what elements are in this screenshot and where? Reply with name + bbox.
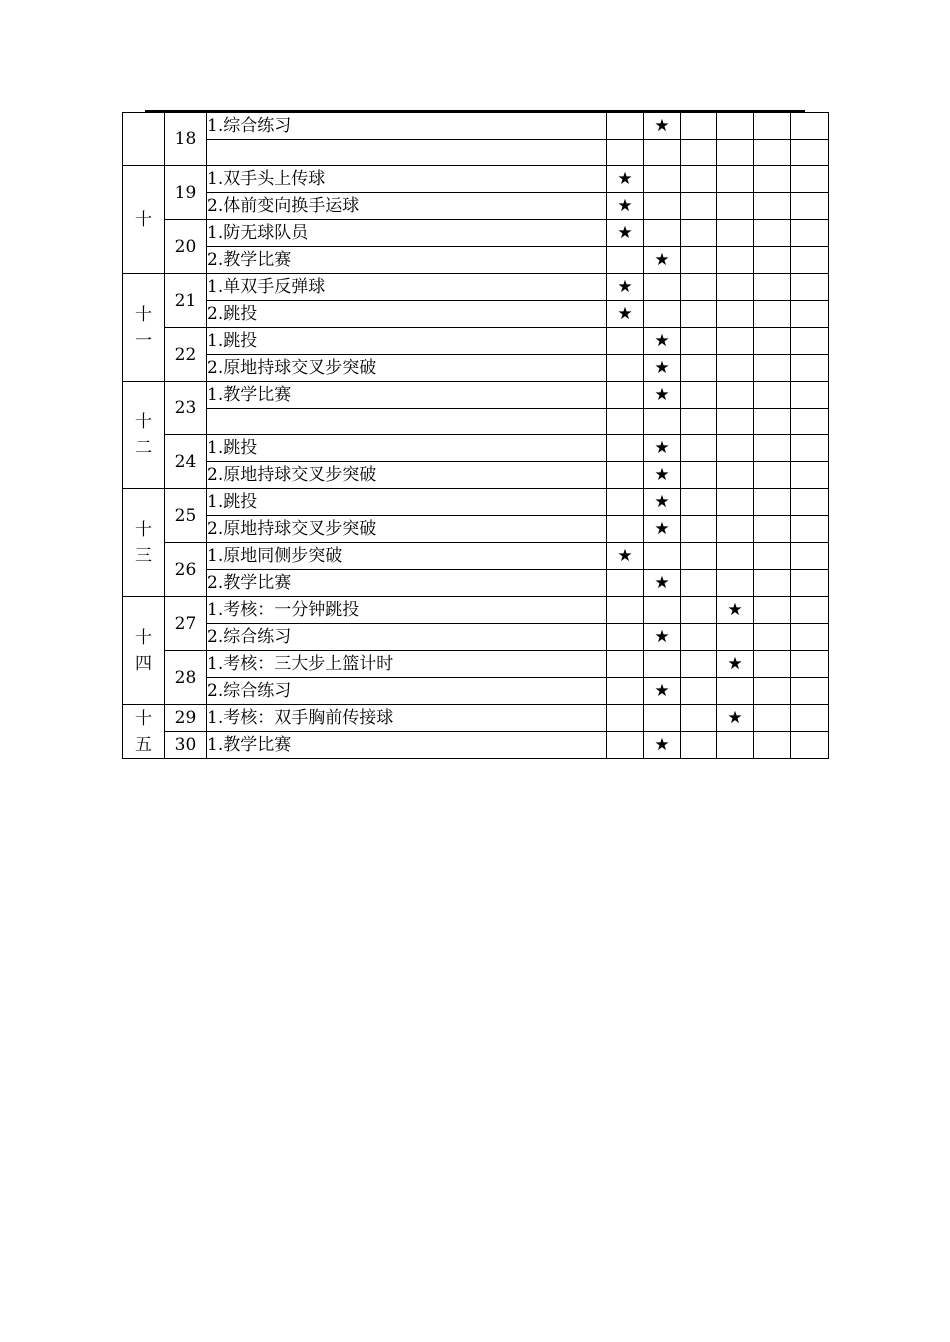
lesson-content: 2.原地持球交叉步突破 [207, 516, 607, 543]
week-cell [123, 166, 165, 274]
mark-cell [681, 301, 717, 328]
mark-cell [681, 489, 717, 516]
table-row [123, 355, 829, 382]
lesson-content: 2.原地持球交叉步突破 [207, 462, 607, 489]
mark-cell [754, 678, 791, 705]
mark-cell [717, 301, 754, 328]
table-row [123, 732, 829, 759]
mark-cell [791, 301, 829, 328]
table-row [123, 624, 829, 651]
mark-cell [644, 543, 681, 570]
table-body [123, 113, 829, 759]
table-row [123, 705, 829, 732]
mark-cell [681, 624, 717, 651]
table-row [123, 516, 829, 543]
star-mark-icon: ★ [644, 435, 681, 462]
table-row [123, 597, 829, 624]
mark-cell [644, 651, 681, 678]
lesson-content [207, 140, 607, 166]
mark-cell [681, 140, 717, 166]
week-char: 十 [135, 627, 152, 648]
mark-cell [791, 409, 829, 435]
star-mark-icon: ★ [607, 220, 644, 247]
table-row [123, 489, 829, 516]
mark-cell [754, 328, 791, 355]
mark-cell [791, 543, 829, 570]
week-char: 三 [135, 545, 152, 566]
mark-cell [681, 597, 717, 624]
table-row [123, 462, 829, 489]
mark-cell [644, 166, 681, 193]
mark-cell [754, 462, 791, 489]
lesson-content: 1.原地同侧步突破 [207, 543, 607, 570]
mark-cell [791, 462, 829, 489]
teaching-schedule-table [122, 112, 829, 759]
week-char: 十 [135, 304, 152, 325]
mark-cell [754, 113, 791, 140]
lesson-content: 1.跳投 [207, 328, 607, 355]
lesson-content: 2.教学比赛 [207, 570, 607, 597]
mark-cell [644, 140, 681, 166]
star-mark-icon: ★ [717, 705, 754, 732]
mark-cell [754, 705, 791, 732]
mark-cell [791, 705, 829, 732]
mark-cell [607, 140, 644, 166]
mark-cell [607, 489, 644, 516]
mark-cell [791, 597, 829, 624]
week-cell [123, 597, 165, 705]
mark-cell [681, 516, 717, 543]
mark-cell [791, 166, 829, 193]
mark-cell [717, 435, 754, 462]
mark-cell [791, 678, 829, 705]
lesson-content: 2.跳投 [207, 301, 607, 328]
mark-cell [791, 732, 829, 759]
star-mark-icon: ★ [644, 462, 681, 489]
mark-cell [791, 516, 829, 543]
mark-cell [607, 516, 644, 543]
mark-cell [644, 274, 681, 301]
mark-cell [754, 193, 791, 220]
mark-cell [791, 489, 829, 516]
mark-cell [754, 220, 791, 247]
mark-cell [717, 193, 754, 220]
mark-cell [791, 193, 829, 220]
table-row [123, 382, 829, 409]
mark-cell [754, 140, 791, 166]
table-row [123, 435, 829, 462]
mark-cell [681, 166, 717, 193]
mark-cell [791, 624, 829, 651]
table-row [123, 140, 829, 166]
lesson-content: 1.教学比赛 [207, 732, 607, 759]
mark-cell [681, 651, 717, 678]
lesson-content: 2.综合练习 [207, 624, 607, 651]
mark-cell [754, 651, 791, 678]
star-mark-icon: ★ [607, 301, 644, 328]
mark-cell [791, 113, 829, 140]
mark-cell [681, 220, 717, 247]
mark-cell [754, 409, 791, 435]
star-mark-icon: ★ [644, 678, 681, 705]
mark-cell [681, 543, 717, 570]
table-row [123, 166, 829, 193]
mark-cell [607, 382, 644, 409]
star-mark-icon: ★ [607, 274, 644, 301]
mark-cell [791, 355, 829, 382]
mark-cell [754, 247, 791, 274]
lesson-content: 1.防无球队员 [207, 220, 607, 247]
mark-cell [644, 301, 681, 328]
mark-cell [791, 140, 829, 166]
mark-cell [681, 193, 717, 220]
mark-cell [791, 435, 829, 462]
table-row [123, 247, 829, 274]
mark-cell [754, 732, 791, 759]
star-mark-icon: ★ [644, 489, 681, 516]
lesson-content: 1.综合练习 [207, 113, 607, 140]
mark-cell [681, 678, 717, 705]
mark-cell [717, 462, 754, 489]
lesson-number: 27 [165, 597, 207, 651]
mark-cell [717, 274, 754, 301]
mark-cell [607, 651, 644, 678]
lesson-number: 24 [165, 435, 207, 489]
mark-cell [717, 678, 754, 705]
mark-cell [681, 355, 717, 382]
star-mark-icon: ★ [717, 597, 754, 624]
lesson-content: 1.双手头上传球 [207, 166, 607, 193]
lesson-number: 22 [165, 328, 207, 382]
mark-cell [717, 543, 754, 570]
table-row [123, 678, 829, 705]
mark-cell [754, 570, 791, 597]
star-mark-icon: ★ [644, 624, 681, 651]
week-char: 十 [135, 708, 152, 729]
mark-cell [717, 220, 754, 247]
mark-cell [754, 489, 791, 516]
star-mark-icon: ★ [717, 651, 754, 678]
mark-cell [607, 705, 644, 732]
lesson-content: 1.教学比赛 [207, 382, 607, 409]
lesson-number: 19 [165, 166, 207, 220]
lesson-number: 29 [165, 705, 207, 732]
mark-cell [607, 113, 644, 140]
mark-cell [717, 516, 754, 543]
star-mark-icon: ★ [644, 570, 681, 597]
mark-cell [607, 409, 644, 435]
star-mark-icon: ★ [644, 247, 681, 274]
lesson-content: 1.考核：双手胸前传接球 [207, 705, 607, 732]
table-row [123, 220, 829, 247]
mark-cell [681, 113, 717, 140]
mark-cell [681, 328, 717, 355]
week-cell [123, 113, 165, 166]
mark-cell [607, 462, 644, 489]
mark-cell [754, 301, 791, 328]
week-char: 四 [135, 653, 152, 674]
mark-cell [681, 705, 717, 732]
mark-cell [681, 570, 717, 597]
mark-cell [754, 543, 791, 570]
mark-cell [717, 409, 754, 435]
lesson-content: 2.原地持球交叉步突破 [207, 355, 607, 382]
table-row [123, 274, 829, 301]
mark-cell [717, 140, 754, 166]
mark-cell [607, 678, 644, 705]
mark-cell [644, 597, 681, 624]
lesson-number: 25 [165, 489, 207, 543]
week-char: 十 [135, 519, 152, 540]
table-row [123, 570, 829, 597]
mark-cell [754, 274, 791, 301]
mark-cell [754, 435, 791, 462]
mark-cell [717, 489, 754, 516]
mark-cell [681, 274, 717, 301]
mark-cell [644, 193, 681, 220]
mark-cell [717, 732, 754, 759]
week-char: 五 [135, 734, 152, 755]
mark-cell [754, 382, 791, 409]
star-mark-icon: ★ [644, 355, 681, 382]
week-char: 一 [135, 330, 152, 351]
lesson-content [207, 409, 607, 435]
lesson-number: 21 [165, 274, 207, 328]
lesson-number: 23 [165, 382, 207, 435]
lesson-content: 1.考核：三大步上篮计时 [207, 651, 607, 678]
star-mark-icon: ★ [607, 166, 644, 193]
week-cell [123, 274, 165, 382]
mark-cell [791, 570, 829, 597]
mark-cell [607, 328, 644, 355]
mark-cell [754, 597, 791, 624]
table-row [123, 113, 829, 140]
mark-cell [681, 462, 717, 489]
week-cell [123, 382, 165, 489]
mark-cell [717, 247, 754, 274]
lesson-content: 2.综合练习 [207, 678, 607, 705]
table-row [123, 409, 829, 435]
mark-cell [791, 651, 829, 678]
mark-cell [681, 409, 717, 435]
lesson-content: 1.单双手反弹球 [207, 274, 607, 301]
lesson-content: 2.体前变向换手运球 [207, 193, 607, 220]
mark-cell [717, 355, 754, 382]
mark-cell [717, 624, 754, 651]
mark-cell [717, 570, 754, 597]
mark-cell [754, 516, 791, 543]
mark-cell [717, 166, 754, 193]
lesson-number: 18 [165, 113, 207, 166]
star-mark-icon: ★ [644, 516, 681, 543]
mark-cell [644, 220, 681, 247]
mark-cell [791, 328, 829, 355]
mark-cell [644, 409, 681, 435]
mark-cell [717, 328, 754, 355]
table-row [123, 651, 829, 678]
mark-cell [607, 570, 644, 597]
mark-cell [607, 597, 644, 624]
lesson-number: 20 [165, 220, 207, 274]
lesson-number: 30 [165, 732, 207, 759]
week-char: 十 [135, 412, 152, 432]
mark-cell [754, 355, 791, 382]
mark-cell [754, 624, 791, 651]
mark-cell [717, 382, 754, 409]
lesson-content: 1.跳投 [207, 435, 607, 462]
lesson-content: 2.教学比赛 [207, 247, 607, 274]
mark-cell [607, 435, 644, 462]
mark-cell [607, 355, 644, 382]
mark-cell [644, 705, 681, 732]
mark-cell [681, 247, 717, 274]
week-cell [123, 705, 165, 759]
table-row [123, 193, 829, 220]
week-char: 二 [135, 438, 152, 458]
lesson-number: 28 [165, 651, 207, 705]
star-mark-icon: ★ [644, 113, 681, 140]
star-mark-icon: ★ [607, 543, 644, 570]
mark-cell [681, 732, 717, 759]
mark-cell [681, 382, 717, 409]
star-mark-icon: ★ [644, 732, 681, 759]
table-row [123, 543, 829, 570]
lesson-content: 1.跳投 [207, 489, 607, 516]
mark-cell [791, 247, 829, 274]
table-row [123, 328, 829, 355]
mark-cell [754, 166, 791, 193]
star-mark-icon: ★ [644, 328, 681, 355]
mark-cell [791, 220, 829, 247]
star-mark-icon: ★ [607, 193, 644, 220]
lesson-number: 26 [165, 543, 207, 597]
mark-cell [607, 247, 644, 274]
mark-cell [791, 274, 829, 301]
week-cell [123, 489, 165, 597]
star-mark-icon: ★ [644, 382, 681, 409]
lesson-content: 1.考核：一分钟跳投 [207, 597, 607, 624]
mark-cell [607, 624, 644, 651]
mark-cell [607, 732, 644, 759]
table-row [123, 301, 829, 328]
mark-cell [791, 382, 829, 409]
week-char: 十 [135, 209, 152, 230]
mark-cell [681, 435, 717, 462]
mark-cell [717, 113, 754, 140]
